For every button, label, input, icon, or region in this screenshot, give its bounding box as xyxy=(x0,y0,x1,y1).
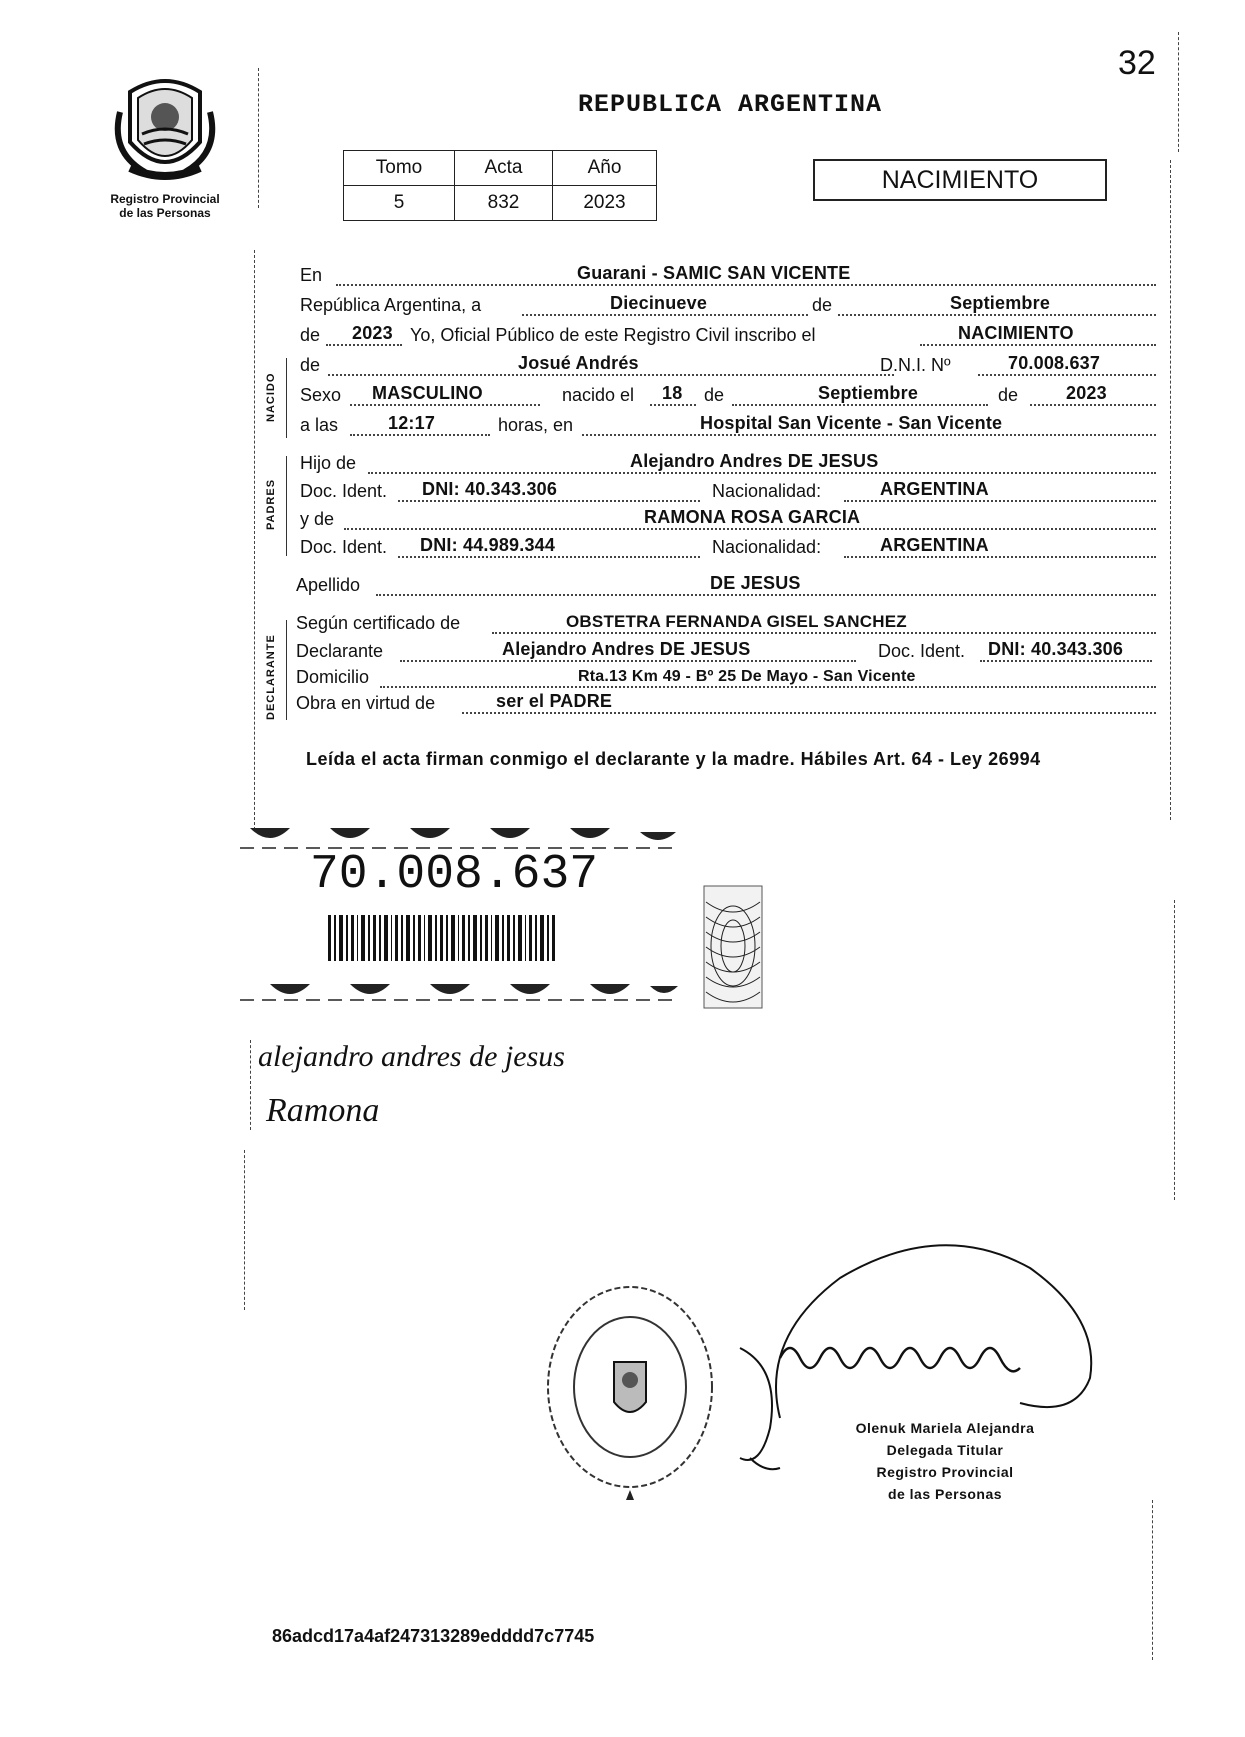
padre-doc-value: DNI: 40.343.306 xyxy=(422,479,558,499)
lugar-value: Guarani - SAMIC SAN VICENTE xyxy=(577,263,851,283)
anio-value: 2023 xyxy=(352,323,393,343)
anio-label: Año xyxy=(553,151,657,186)
official-org: de las Personas xyxy=(887,1486,1003,1502)
horas-en-label: horas, en xyxy=(498,415,574,435)
province-seal-logo xyxy=(100,72,230,190)
row-madre xyxy=(300,506,1160,532)
lugar-nac-value: Hospital San Vicente - San Vicente xyxy=(700,413,1003,433)
obra-label: Obra en virtud de xyxy=(296,693,436,713)
row-padre xyxy=(300,450,1160,476)
tipo-value: NACIMIENTO xyxy=(958,323,1074,343)
obra-value: ser el PADRE xyxy=(496,691,613,711)
nacionalidad-label: Nacionalidad: xyxy=(712,537,822,557)
margin-line xyxy=(258,68,259,208)
de-label: de xyxy=(300,355,321,375)
hora-value: 12:17 xyxy=(388,413,436,433)
doc-label: Doc. Ident. xyxy=(300,537,388,557)
margin-line xyxy=(254,250,255,830)
sexo-label: Sexo xyxy=(300,385,342,405)
official-name: Olenuk Mariela Alejandra xyxy=(855,1420,1035,1436)
apellido-label: Apellido xyxy=(296,575,361,595)
acta-value: 832 xyxy=(455,186,553,221)
row-madre-doc xyxy=(300,534,1160,560)
logo-caption: Registro Provincial de las Personas xyxy=(110,192,220,220)
barcode xyxy=(328,915,558,966)
row-domicilio xyxy=(296,664,1160,690)
margin-line xyxy=(250,1040,251,1130)
domicilio-label: Domicilio xyxy=(296,667,370,687)
dia-value: Diecinueve xyxy=(610,293,708,313)
declarante-label: Declarante xyxy=(296,641,384,661)
row-hora xyxy=(300,412,1160,438)
row-obra xyxy=(296,690,1160,716)
stamp-registration-number: 70.008.637 xyxy=(310,848,599,902)
security-band-bottom xyxy=(240,976,680,1015)
row-fecha xyxy=(300,292,1160,318)
section-bar xyxy=(286,456,287,556)
acta-label: Acta xyxy=(455,151,553,186)
anio-nac-value: 2023 xyxy=(1066,383,1107,403)
declarante-doc-value: DNI: 40.343.306 xyxy=(988,639,1124,659)
margin-line xyxy=(1178,32,1179,152)
sexo-value: MASCULINO xyxy=(372,383,483,403)
section-label-declarante: DECLARANTE xyxy=(265,634,277,720)
declarante-value: Alejandro Andres DE JESUS xyxy=(502,639,751,659)
madre-nac-value: ARGENTINA xyxy=(880,535,989,555)
nacido-el-label: nacido el xyxy=(562,385,635,405)
margin-line xyxy=(1170,160,1171,820)
mes-nac-value: Septiembre xyxy=(818,383,919,403)
certificado-label: Según certificado de xyxy=(296,613,461,633)
de-label: de xyxy=(300,325,321,345)
de-label: de xyxy=(812,295,833,315)
tomo-value: 5 xyxy=(344,186,455,221)
official-signature-block xyxy=(820,1417,1070,1505)
registry-table xyxy=(343,150,657,221)
tomo-label: Tomo xyxy=(344,151,455,186)
row-apellido xyxy=(296,572,1160,598)
en-label: En xyxy=(300,265,323,285)
row-nombre xyxy=(300,352,1160,378)
document-title: REPUBLICA ARGENTINA xyxy=(577,90,883,119)
dia-nac-value: 18 xyxy=(662,383,683,403)
yo-label: Yo, Oficial Público de este Registro Civil inscribo el xyxy=(410,325,816,345)
official-title: Delegada Titular xyxy=(886,1442,1004,1458)
madre-signature: Ramona xyxy=(266,1092,380,1129)
certificado-value: OBSTETRA FERNANDA GISEL SANCHEZ xyxy=(566,612,907,631)
padre-nac-value: ARGENTINA xyxy=(880,479,989,499)
margin-line xyxy=(1152,1500,1153,1660)
margin-line xyxy=(1174,900,1175,1200)
section-bar xyxy=(286,620,287,720)
nombre-value: Josué Andrés xyxy=(518,353,639,373)
security-hologram xyxy=(700,882,766,1017)
republica-label: República Argentina, a xyxy=(300,295,482,315)
madre-doc-value: DNI: 44.989.344 xyxy=(420,535,556,555)
closing-note: Leída el acta firman conmigo el declarante y la madre. Hábiles Art. 64 - Ley 26994 xyxy=(306,749,1041,769)
domicilio-value: Rta.13 Km 49 - Bº 25 De Mayo - San Vicente xyxy=(578,668,916,685)
section-label-padres: PADRES xyxy=(265,478,277,530)
nacionalidad-label: Nacionalidad: xyxy=(712,481,822,501)
row-sexo xyxy=(300,382,1160,408)
apellido-value: DE JESUS xyxy=(710,573,801,593)
row-en xyxy=(300,262,1160,288)
section-bar xyxy=(286,358,287,438)
madre-value: RAMONA ROSA GARCIA xyxy=(644,507,861,527)
hijo-de-label: Hijo de xyxy=(300,453,357,473)
row-certificado xyxy=(296,610,1160,636)
y-de-label: y de xyxy=(300,509,335,529)
row-inscribe xyxy=(300,322,1160,348)
mes-value: Septiembre xyxy=(950,293,1051,313)
anio-value: 2023 xyxy=(553,186,657,221)
record-type-box: NACIMIENTO xyxy=(813,159,1107,201)
document-hash: 86adcd17a4af247313289edddd7c7745 xyxy=(272,1626,595,1646)
row-padre-doc xyxy=(300,478,1160,504)
dni-value: 70.008.637 xyxy=(1008,353,1101,373)
row-declarante xyxy=(296,638,1160,664)
declarante-doc-label: Doc. Ident. xyxy=(878,641,966,661)
declarante-signature: alejandro andres de jesus xyxy=(258,1040,565,1073)
dni-label: D.N.I. Nº xyxy=(880,355,951,375)
doc-label: Doc. Ident. xyxy=(300,481,388,501)
de-label: de xyxy=(704,385,725,405)
margin-line xyxy=(244,1150,245,1310)
official-round-seal xyxy=(540,1272,720,1517)
official-org: Registro Provincial xyxy=(876,1464,1014,1480)
padre-value: Alejandro Andres DE JESUS xyxy=(630,451,879,471)
section-label-nacido: NACIDO xyxy=(265,372,277,422)
a-las-label: a las xyxy=(300,415,339,435)
page-number: 32 xyxy=(1118,44,1156,82)
de-label: de xyxy=(998,385,1019,405)
